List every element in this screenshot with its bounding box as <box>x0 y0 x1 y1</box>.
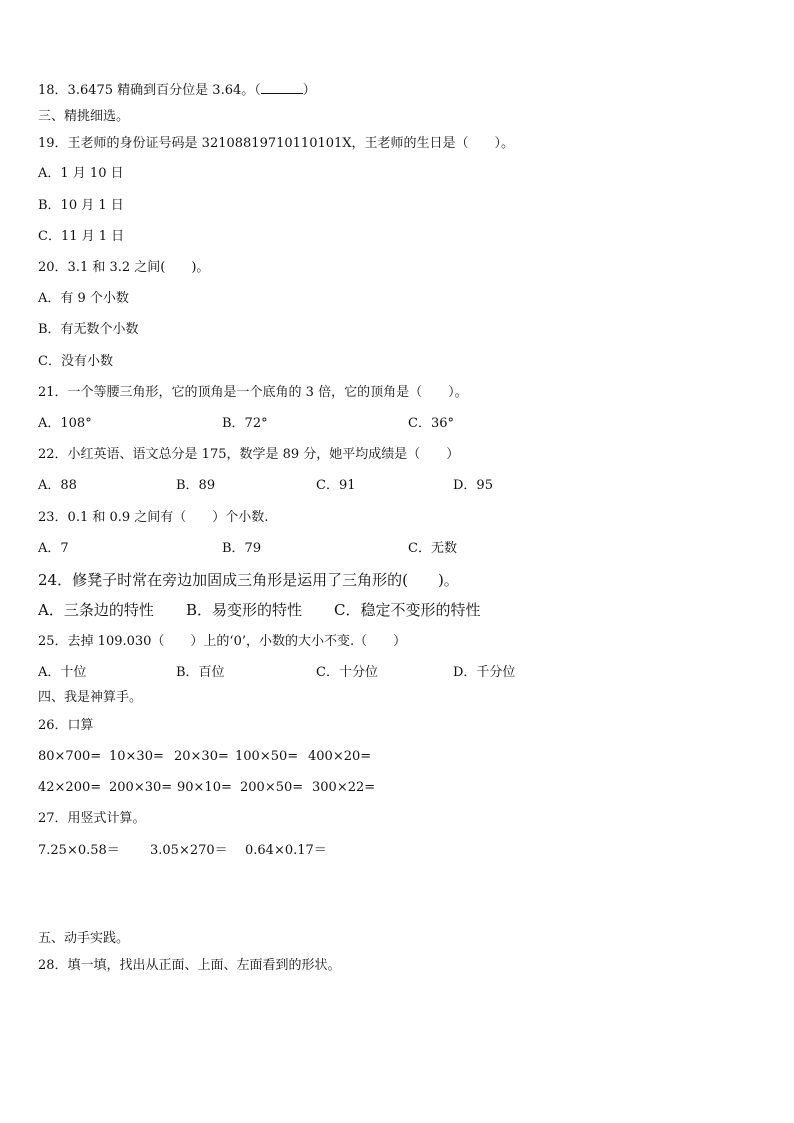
option-b[interactable]: B．79 <box>222 541 262 556</box>
calc-item: 42×200= <box>38 780 102 795</box>
question-23: 23．0.1 和 0.9 之间有（ ）个小数. <box>38 510 269 525</box>
answer-blank[interactable] <box>261 83 303 94</box>
option-a[interactable]: A．三条边的特性 <box>38 601 154 619</box>
section-5-heading: 五、动手实践。 <box>38 931 130 946</box>
question-26: 26．口算 <box>38 718 94 733</box>
calc-item: 100×50= <box>235 749 299 764</box>
question-24: 24．修凳子时常在旁边加固成三角形是运用了三角形的( )。 <box>38 571 459 589</box>
option-a[interactable]: A．7 <box>38 541 69 556</box>
option-c[interactable]: C．11 月 1 日 <box>38 229 125 244</box>
calc-item: 80×700= <box>38 749 102 764</box>
option-c[interactable]: C．91 <box>316 478 356 493</box>
option-b[interactable]: B．89 <box>176 478 216 493</box>
option-a[interactable]: A．有 9 个小数 <box>38 291 129 306</box>
question-19: 19．王老师的身份证号码是 32108819710110101X，王老师的生日是（ ）。 <box>38 136 515 151</box>
option-b[interactable]: B．10 月 1 日 <box>38 198 124 213</box>
option-a[interactable]: A．88 <box>38 478 77 493</box>
calc-item: 7.25×0.58＝ <box>38 843 120 858</box>
calc-item: 200×50= <box>240 780 304 795</box>
question-28: 28．填一填，找出从正面、上面、左面看到的形状。 <box>38 958 341 973</box>
option-d[interactable]: D．95 <box>453 478 493 493</box>
question-27: 27．用竖式计算。 <box>38 811 146 826</box>
option-a[interactable]: A．1 月 10 日 <box>38 166 124 181</box>
question-20: 20．3.1 和 3.2 之间( )。 <box>38 260 210 275</box>
calc-item: 300×22= <box>312 780 376 795</box>
calc-item: 0.64×0.17＝ <box>245 843 327 858</box>
option-b[interactable]: B．有无数个小数 <box>38 322 139 337</box>
option-b[interactable]: B．72° <box>222 416 268 431</box>
option-a[interactable]: A．108° <box>38 416 92 431</box>
option-b[interactable]: B．易变形的特性 <box>186 601 303 619</box>
question-18 <box>38 83 316 99</box>
option-c[interactable]: C．36° <box>408 416 454 431</box>
question-18-end: ） <box>302 83 316 98</box>
option-d[interactable]: D．千分位 <box>453 665 516 680</box>
calc-item: 20×30= <box>174 749 229 764</box>
calc-item: 10×30= <box>109 749 164 764</box>
question-18-text: 18．3.6475 精确到百分位是 3.64。（ <box>38 83 261 98</box>
question-21: 21．一个等腰三角形，它的顶角是一个底角的 3 倍，它的顶角是（ ）。 <box>38 385 468 400</box>
calc-item: 200×30= <box>109 780 173 795</box>
question-22: 22．小红英语、语文总分是 175，数学是 89 分，她平均成绩是（ ） <box>38 447 460 462</box>
section-4-heading: 四、我是神算手。 <box>38 690 143 705</box>
calc-item: 90×10= <box>177 780 232 795</box>
option-c[interactable]: C．十分位 <box>316 665 378 680</box>
option-c[interactable]: C．稳定不变形的特性 <box>334 601 481 619</box>
calc-item: 3.05×270＝ <box>150 843 228 858</box>
calc-item: 400×20= <box>308 749 372 764</box>
question-25: 25．去掉 109.030（ ）上的‘0’，小数的大小不变.（ ） <box>38 634 407 649</box>
option-b[interactable]: B．百位 <box>176 665 225 680</box>
option-a[interactable]: A．十位 <box>38 665 87 680</box>
option-c[interactable]: C．无数 <box>408 541 457 556</box>
section-3-heading: 三、精挑细选。 <box>38 109 130 124</box>
option-c[interactable]: C．没有小数 <box>38 354 113 369</box>
